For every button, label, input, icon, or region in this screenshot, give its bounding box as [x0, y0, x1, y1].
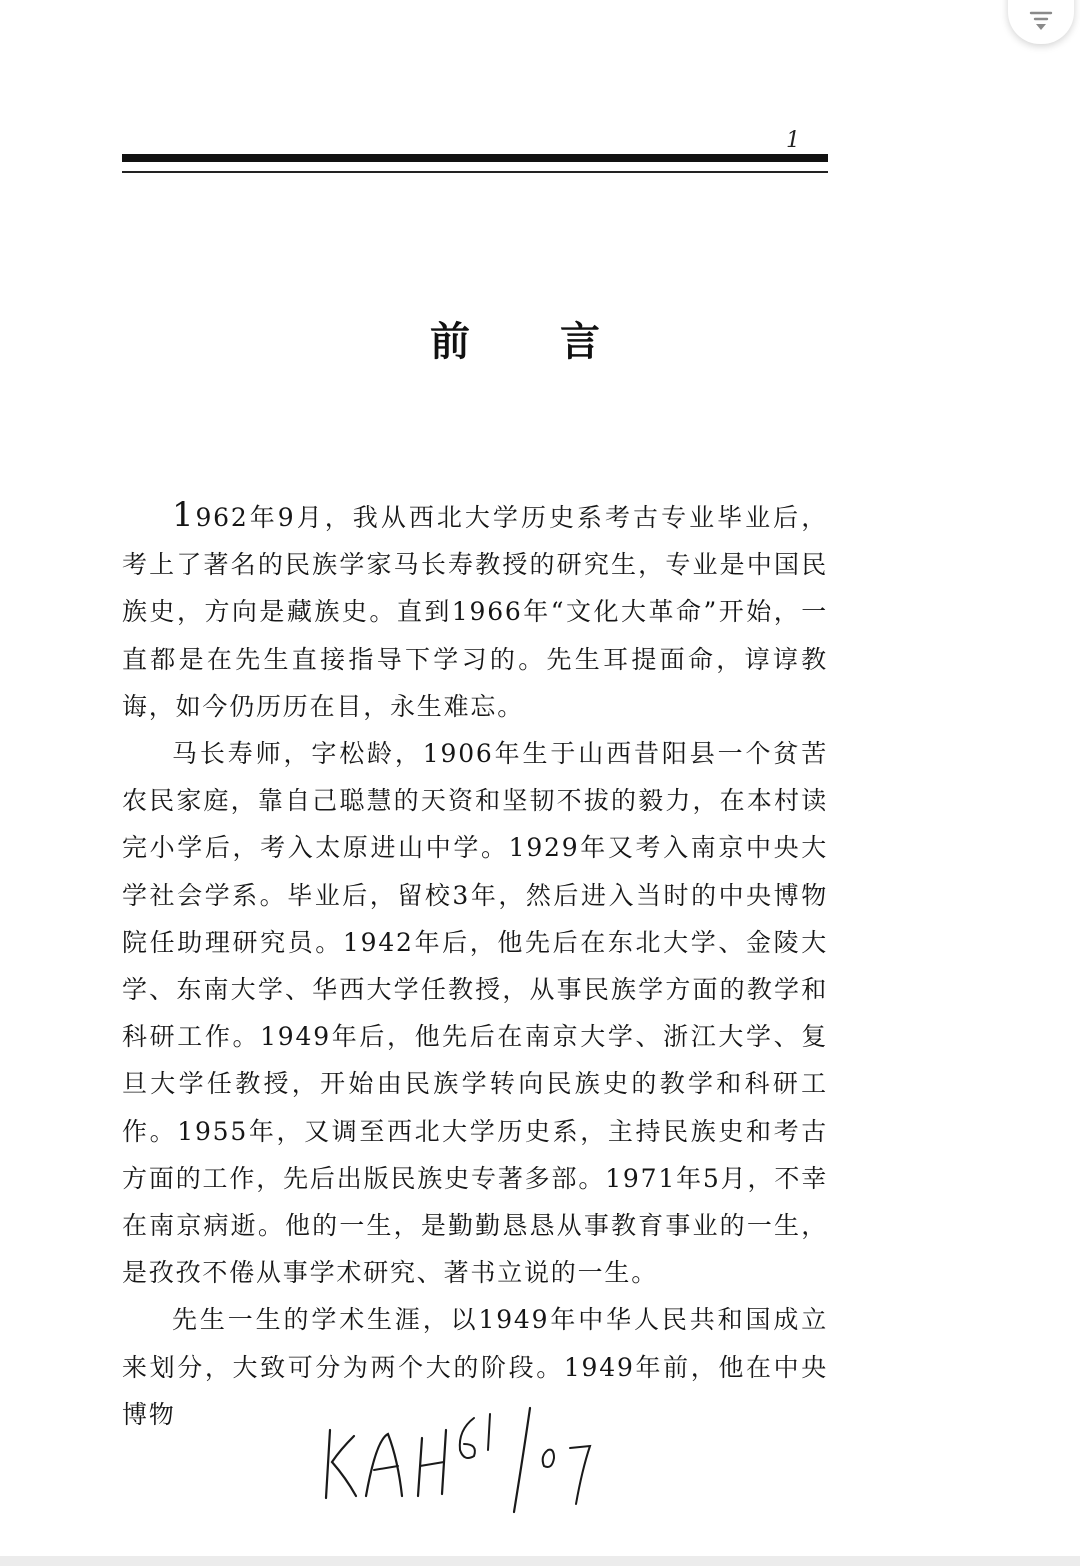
paragraph-initial: 1 [172, 495, 196, 535]
header-rule-thin [122, 171, 828, 173]
paragraph-3: 先生一生的学术生涯，以1949年中华人民共和国成立来划分，大致可分为两个大的阶段。1949年前，他在中央博物 [122, 1305, 828, 1429]
body-text [122, 492, 828, 1438]
filter-button[interactable] [1008, 0, 1074, 44]
header-rule-thick [122, 154, 828, 162]
bottom-strip [0, 1556, 1080, 1566]
chapter-title: 前言 [430, 319, 690, 365]
paragraph-1-text: 962年9月，我从西北大学历史系考古专业毕业后，考上了著名的民族学家马长寿教授的研究生，专业是中国民族史，方向是藏族史。直到1966年“文化大革命”开始，一直都是在先生直接指导下学习的。先生耳提面命，谆谆教诲，如今仍历历在目，永生难忘。 [122, 503, 828, 721]
handwritten-annotation [318, 1400, 638, 1520]
paragraph-1 [122, 492, 828, 730]
filter-icon [1027, 7, 1055, 35]
paragraph-2: 马长寿师，字松龄，1906年生于山西昔阳县一个贫苦农民家庭，靠自己聪慧的天资和坚韧不拔的毅力，在本村读完小学后，考入太原进山中学。1929年又考入南京中央大学社会学系。毕业后，留校3年，然后进入当时的中央博物院任助理研究员。1942年后，他先后在东北大学、金陵大学、东南大学、华西大学任教授，从事民族学方面的教学和科研工作。1949年后，他先后在南京大学、浙江大学、复旦大学任教授，开始由民族学转向民族史的教学和科研工作。1955年，又调至西北大学历史系，主持民族史和考古方面的工作，先后出版民族史专著多部。1971年5月，不幸在南京病逝。他的一生，是勤勤恳恳从事教育事业的一生，是孜孜不倦从事学术研究、著书立说的一生。 [122, 739, 828, 1288]
page-number: 1 [786, 128, 800, 153]
